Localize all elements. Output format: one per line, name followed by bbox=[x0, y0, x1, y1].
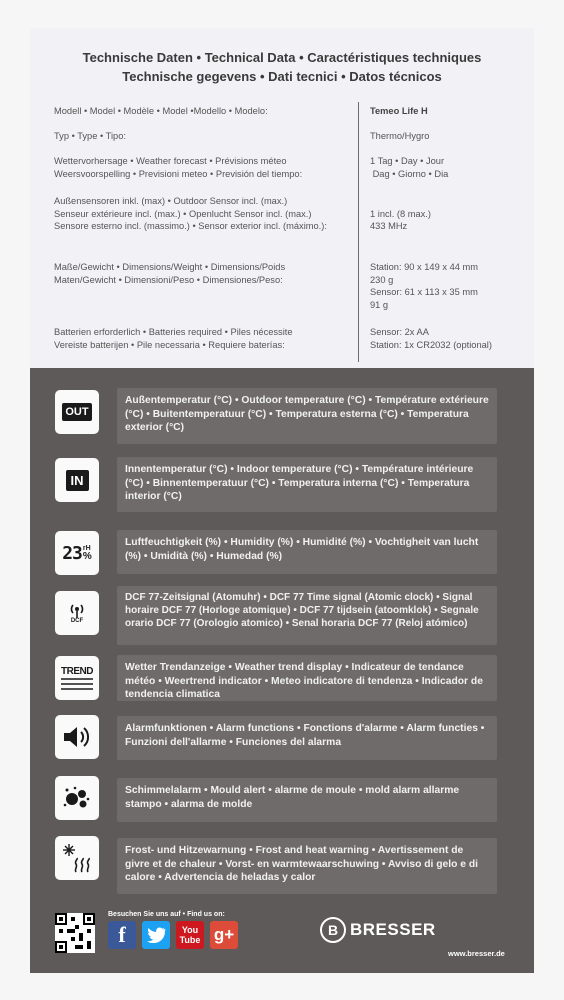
feature-indoor-temperature: Innentemperatur (°C) • Indoor temperature (°C) • Température intérieure (°C) • Binnentemperatuur (°C) • Temperatura interna (°C) • Temperatura interior (°C) bbox=[117, 457, 497, 512]
spec-label-forecast: Wettervorhersage • Weather forecast • Prévisions méteo Weersvoorspelling • Previsioni meteo • Previsión del tiempo: bbox=[54, 156, 303, 179]
website-url[interactable]: www.bresser.de bbox=[448, 949, 505, 958]
out-icon: OUT bbox=[55, 390, 99, 434]
feature-humidity: Luftfeuchtigkeit (%) • Humidity (%) • Humidité (%) • Vochtigheit van lucht (%) • Umidità (%) • Humedad (%) bbox=[117, 530, 497, 574]
find-us-text: Besuchen Sie uns auf • Find us on: bbox=[108, 911, 225, 918]
heading-line-2: Technische gegevens • Dati tecnici • Datos técnicos bbox=[122, 69, 442, 84]
antenna-icon bbox=[68, 602, 86, 618]
feature-outdoor-temperature: Außentemperatur (°C) • Outdoor temperature (°C) • Température extérieure (°C) • Buitentemperatuur (°C) • Temperatura esterna (°C) • Temperatura exterior (°C) bbox=[117, 388, 497, 444]
column-divider bbox=[358, 102, 359, 362]
spec-value-outdoor-sensor: 1 incl. (8 max.) 433 MHz bbox=[370, 208, 431, 231]
spec-value-dimensions: Station: 90 x 149 x 44 mm 230 g Sensor: 61 x 113 x 35 mm 91 g bbox=[370, 262, 479, 310]
twitter-icon[interactable] bbox=[142, 921, 170, 949]
svg-text:B: B bbox=[327, 922, 339, 938]
bresser-logo-icon bbox=[320, 917, 346, 943]
qr-code[interactable] bbox=[55, 913, 95, 953]
humidity-icon: 23 rH % bbox=[55, 531, 99, 575]
in-icon: IN bbox=[55, 458, 99, 502]
spec-label-model: Modell • Model • Modèle • Model •Modello • Modelo: bbox=[54, 106, 268, 116]
googleplus-icon[interactable]: g+ bbox=[210, 921, 238, 949]
speaker-icon bbox=[55, 715, 99, 759]
spec-label-batteries: Batterien erforderlich • Batteries required • Piles nécessite Vereiste batterijen • Pile necessaria • Requiere baterías: bbox=[54, 327, 293, 350]
feature-dcf-time-signal: DCF 77-Zeitsignal (Atomuhr) • DCF 77 Time signal (Atomic clock) • Signal horaire DCF 77 (Horloge atomique) • DCF 77 tijdsein (atoomklok) • Segnale orario DCF 77 (Orologio atomico) • Senal horaria DCF 77 (Reloj atómico) bbox=[117, 586, 497, 645]
spec-value-forecast: 1 Tag • Day • Jour Dag • Giorno • Dia bbox=[370, 156, 449, 179]
mould-icon bbox=[55, 776, 99, 820]
feature-mould-alert: Schimmelalarm • Mould alert • alarme de moule • mold alarm allarme stampo • alarma de molde bbox=[117, 778, 497, 822]
dcf-icon: DCF bbox=[55, 591, 99, 635]
spec-value-batteries: Sensor: 2x AA Station: 1x CR2032 (optional) bbox=[370, 327, 492, 350]
frost-heat-icon bbox=[55, 836, 99, 880]
bresser-logo: B BRESSER bbox=[320, 917, 436, 943]
spec-value-model: Temeo Life H bbox=[370, 106, 428, 116]
trend-lines-icon bbox=[60, 677, 94, 691]
spec-label-outdoor-sensor: Außensensoren inkl. (max) • Outdoor Sensor incl. (max.) Senseur extérieure incl. (max.) • Openlucht Sensor incl. (max.) Sensore esterno incl. (massimo.) • Sensor exterior incl. (máximo.): bbox=[54, 196, 327, 231]
specification-panel bbox=[30, 28, 534, 973]
feature-alarm-functions: Alarmfunktionen • Alarm functions • Fonctions d'alarme • Alarm functies • Funzioni dell'allarme • Funciones del alarma bbox=[117, 716, 497, 760]
youtube-icon[interactable]: You Tube bbox=[176, 921, 204, 949]
feature-frost-heat-warning: Frost- und Hitzewarnung • Frost and heat warning • Avertissement de givre et de chaleur • Vorst- en warmtewaarschuwing • Avviso di gelo e di calore • Advertencia de heladas y calor bbox=[117, 838, 497, 894]
spec-label-dimensions: Maße/Gewicht • Dimensions/Weight • Dimensions/Poids Maten/Gewicht • Dimensioni/Peso • Dimensiones/Peso: bbox=[54, 262, 286, 285]
technical-data-section bbox=[30, 28, 534, 368]
facebook-icon[interactable]: f bbox=[108, 921, 136, 949]
heading-line-1: Technische Daten • Technical Data • Caractéristiques techniques bbox=[82, 50, 482, 65]
trend-icon: TREND bbox=[55, 656, 99, 700]
spec-label-type: Typ • Type • Tipo: bbox=[54, 131, 126, 141]
feature-trend-display: Wetter Trendanzeige • Weather trend display • Indicateur de tendance météo • Weertrend indicator • Meteo indicatore di tendenza • Indicador de tendencia climatica bbox=[117, 655, 497, 701]
spec-value-type: Thermo/Hygro bbox=[370, 131, 430, 141]
